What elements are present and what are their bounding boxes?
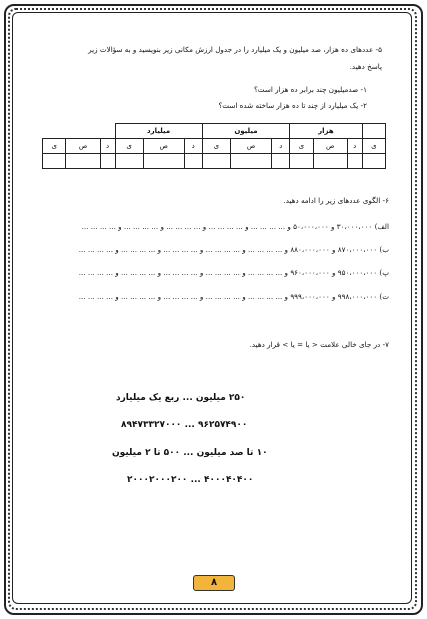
q6-title: ۶- الگوی عددهای زیر را ادامه دهید. — [283, 196, 389, 205]
q5-text-line1: ۵- عددهای ده هزار، صد میلیون و یک میلیارد را در جدول ارزش مکانی زیر بنویسید و به سؤالات زیر — [88, 45, 382, 54]
q6-pattern-b: ب) ۸۷۰،۰۰۰،۰۰۰ و ۸۸۰،۰۰۰،۰۰۰ و ... ... ... ... و ... ... ... ... و ... ... ... ... و ... ... ... ... و ... ... ... ... — [78, 245, 389, 254]
digit-header: ی — [115, 139, 143, 154]
table-group-billion: میلیارد — [115, 124, 202, 139]
digit-header: ی — [290, 139, 313, 154]
q5-sub-question-2: ۲- یک میلیارد از چند تا ده هزار ساخته شده است؟ — [218, 101, 367, 110]
q7-compare-4: ۴۰۰۰۴۰۴۰۰ ... ۲۰۰۰۲۰۰۰۲۰۰ — [127, 475, 254, 485]
digit-header: ص — [313, 139, 347, 154]
q7-compare-2: ۹۶۲۵۷۴۹۰۰ ... ۸۹۴۷۳۳۲۷۰۰۰ — [121, 420, 248, 430]
q5-sub-question-1: ۱- صدمیلیون چند برابر ده هزار است؟ — [253, 85, 367, 94]
table-blank-cell — [362, 124, 385, 139]
table-group-million: میلیون — [202, 124, 290, 139]
table-answer-row — [43, 154, 386, 169]
answer-cell[interactable] — [143, 154, 184, 169]
answer-cell[interactable] — [313, 154, 347, 169]
q6-pattern-d: ت) ۹۹۸،۰۰۰،۰۰۰ و ۹۹۹،۰۰۰،۰۰۰ و ... ... ... ... و ... ... ... ... و ... ... ... ... و ... ... ... ... و ... ... ... ... — [78, 292, 389, 301]
place-value-table — [42, 123, 386, 169]
table-digit-row — [43, 139, 386, 154]
digit-header: ی — [43, 139, 66, 154]
answer-cell[interactable] — [202, 154, 230, 169]
q6-pattern-c: پ) ۹۵۰،۰۰۰،۰۰۰ و ۹۶۰،۰۰۰،۰۰۰ و ... ... ... ... و ... ... ... ... و ... ... ... ... و ... ... ... ... و ... ... ... ... — [78, 268, 389, 277]
answer-cell[interactable] — [100, 154, 115, 169]
q7-title: ۷- در جای خالی علامت < یا = یا > قرار دهید. — [249, 340, 389, 349]
answer-cell[interactable] — [272, 154, 290, 169]
digit-header: د — [272, 139, 290, 154]
q7-compare-1: ۲۵۰ میلیون ... ربع یک میلیارد — [116, 393, 246, 403]
answer-cell[interactable] — [66, 154, 100, 169]
digit-header: ی — [202, 139, 230, 154]
digit-header: ص — [143, 139, 184, 154]
answer-cell[interactable] — [184, 154, 202, 169]
q7-compare-3: ۱۰ تا صد میلیون ... ۵۰۰ تا ۲ میلیون — [112, 448, 268, 458]
answer-cell[interactable] — [347, 154, 362, 169]
q5-text-line2: پاسخ دهید. — [349, 62, 382, 71]
digit-header: د — [100, 139, 115, 154]
table-group-thousand: هزار — [290, 124, 362, 139]
digit-header: ص — [66, 139, 100, 154]
digit-header: د — [184, 139, 202, 154]
answer-cell[interactable] — [290, 154, 313, 169]
answer-cell[interactable] — [115, 154, 143, 169]
digit-header: ص — [231, 139, 272, 154]
answer-cell[interactable] — [43, 154, 66, 169]
digit-header: ی — [362, 139, 385, 154]
q6-pattern-a: الف) ۳۰،۰۰۰،۰۰۰ و ۵۰،۰۰۰،۰۰۰ و ... ... ... ... و ... ... ... ... و ... ... ... ... و ... ... ... ... و ... ... ... ... — [81, 222, 389, 231]
page-number-badge: ۸ — [193, 575, 235, 591]
digit-header: د — [347, 139, 362, 154]
answer-cell[interactable] — [231, 154, 272, 169]
answer-cell[interactable] — [362, 154, 385, 169]
